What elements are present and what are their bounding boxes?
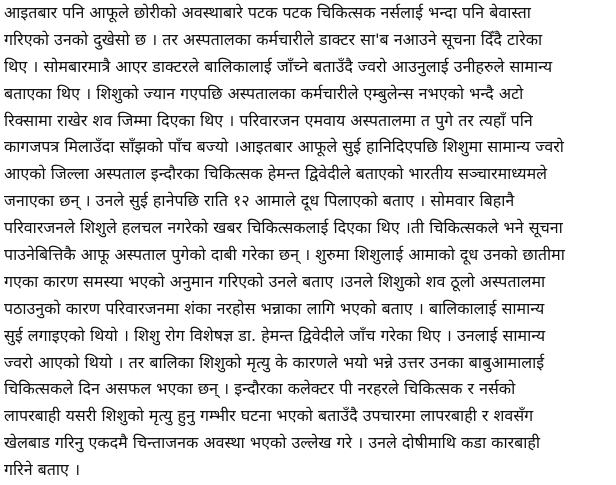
text-line: सुई लगाइएको थियो । शिशु रोग विशेषज्ञ डा. हेमन्त द्विवेदीले जाँच गरेका थिए । उनलाई सामान्य xyxy=(4,325,546,345)
text-line: रिक्सामा राखेर शव जिम्मा दिएका थिए । परिवारजन एमवाय अस्पतालमा त पुगे तर त्यहाँ पनि xyxy=(4,110,533,130)
text-line: आएको जिल्ला अस्पताल इन्दौरका चिकित्सक हेमन्त द्विवेदीले बताएको भारतीय सञ्चारमाध्यमले xyxy=(4,164,547,184)
text-line: जनाएका छन् । उनले सुई हानेपछि राति १२ आमाले दूध पिलाएको बताए । सोमवार बिहानै xyxy=(4,191,515,211)
text-line: कागजपत्र मिलाउँदा साँझको पाँच बज्यो ।आइतबार आफूले सुई हानिदिएपछि शिशुमा सामान्य ज्वरो xyxy=(4,137,564,157)
text-line: गरिएको उनको दुखेसो छ । तर अस्पतालका कर्मचारीले डाक्टर सा'ब नआउने सूचना दिँदै टारेका xyxy=(4,29,543,49)
text-line: गरिने बताए । xyxy=(4,460,81,480)
text-line: परिवारजनले शिशुले हलचल नगरेको खबर चिकित्सकलाई दिएका थिए ।ती चिकित्सकले भने सूचना xyxy=(4,218,563,238)
text-line: पाउनेबित्तिकै आफू अस्पताल पुगेको दाबी गरेका छन् । शुरुमा शिशुलाई आमाको दूध उनको छातीमा xyxy=(4,245,565,265)
text-line: थिए । सोमबारमात्रै आएर डाक्टरले बालिकालाई जाँच्ने बताउँदै ज्वरो आउनुलाई उनीहरुले सामान्य xyxy=(4,56,553,76)
text-line: गएका कारण समस्या भएको अनुमान गरिएको उनले बताए ।उनले शिशुको शव ठूलो अस्पतालमा xyxy=(4,271,546,291)
text-line: पठाउनुको कारण परिवारजनमा शंका नरहोस भन्नाका लागि भएको बताए । बालिकालाई सामान्य xyxy=(4,298,545,318)
text-line: लापरबाही यसरी शिशुको मृत्यु हुनु गम्भीर घटना भएको बताउँदै उपचारमा लापरबाही र शवसँग xyxy=(4,406,534,426)
text-line: ज्वरो आएको थियो । तर बालिका शिशुको मृत्यु के कारणले भयो भन्ने उत्तर उनका बाबुआमालाई xyxy=(4,352,545,372)
text-line: आइतबार पनि आफूले छोरीको अवस्थाबारे पटक पटक चिकित्सक नर्सलाई भन्दा पनि बेवास्ता xyxy=(4,3,531,22)
text-line: बताएका थिए । शिशुको ज्यान गएपछि अस्पतालका कर्मचारीले एम्बुलेन्स नभएको भन्दै अटो xyxy=(4,83,524,103)
text-line: चिकित्सकले दिन असफल भएका छन् । इन्दौरका कलेक्टर पी नरहरले चिकित्सक र नर्सको xyxy=(4,379,516,399)
text-line: खेलबाड गरिनु एकदमै चिन्ताजनक अवस्था भएको उल्लेख गरे । उनले दोषीमाथि कडा कारबाही xyxy=(4,433,541,453)
